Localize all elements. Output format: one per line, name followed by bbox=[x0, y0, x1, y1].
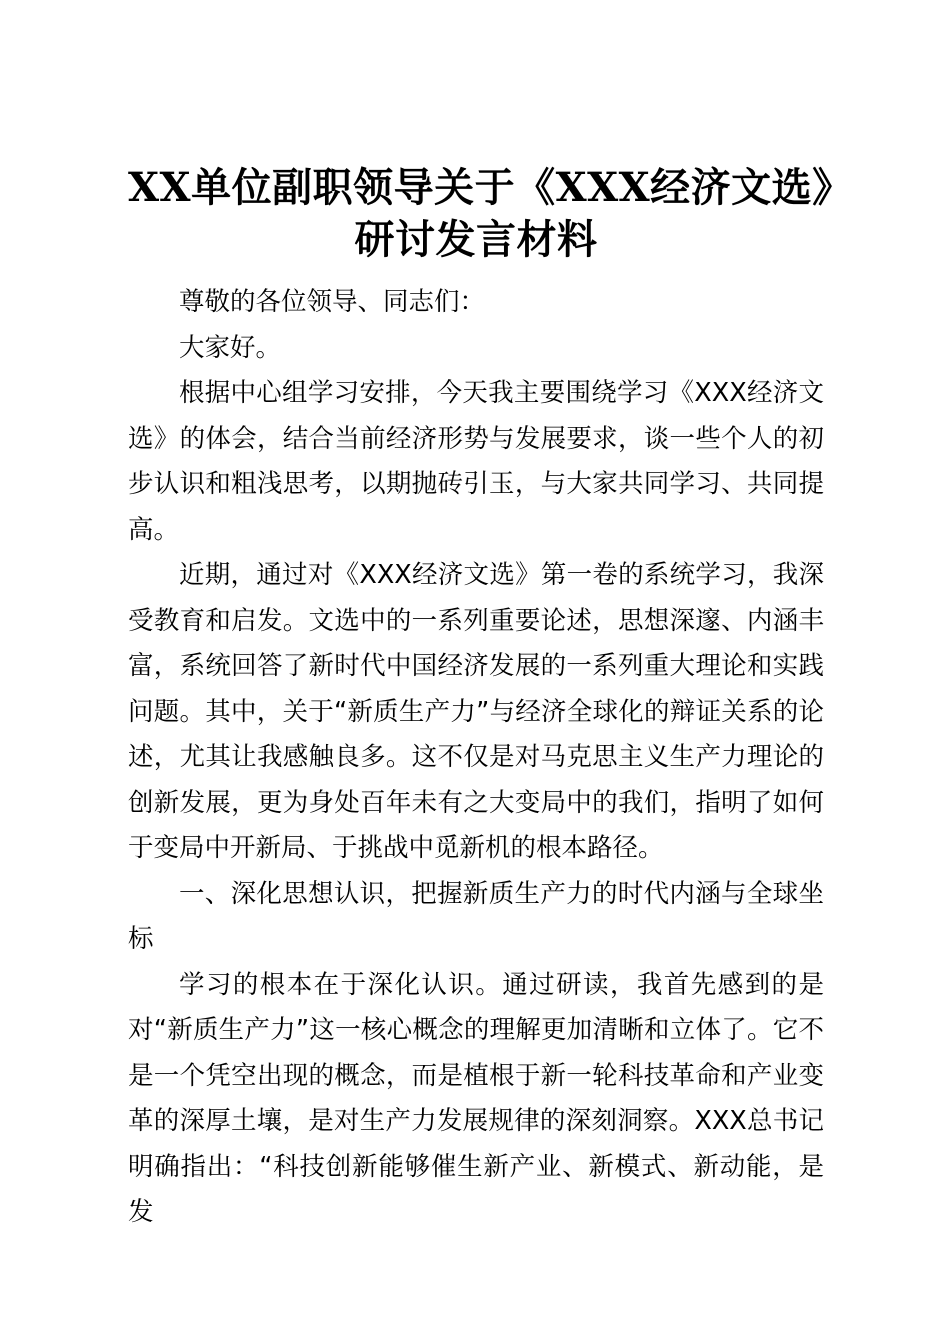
document-body bbox=[128, 280, 824, 1236]
document-page bbox=[128, 162, 853, 1236]
document-title bbox=[128, 162, 853, 266]
paragraph-study: 近期，通过对《XXX经济文选》第一卷的系统学习，我深受教育和启发。文选中的一系列重要论述，思想深邃、内涵丰富，系统回答了新时代中国经济发展的一系列重大理论和实践问题。其中，关于“新质生产力”与经济全球化的辩证关系的论述，尤其让我感触良多。这不仅是对马克思主义生产力理论的创新发展，更为身处百年未有之大变局中的我们，指明了如何于变局中开新局、于挑战中觅新机的根本路径。 bbox=[128, 560, 824, 863]
title-line-2: 研讨发言材料 bbox=[354, 216, 598, 263]
paragraph-intro: 根据中心组学习安排，今天我主要围绕学习《XXX经济文选》的体会，结合当前经济形势与发展要求，谈一些个人的初步认识和粗浅思考，以期抛砖引玉，与大家共同学习、共同提高。 bbox=[128, 378, 824, 545]
salutation: 尊敬的各位领导、同志们： bbox=[179, 287, 486, 317]
section-paragraph: 学习的根本在于深化认识。通过研读，我首先感到的是对“新质生产力”这一核心概念的理解更加清晰和立体了。它不是一个凭空出现的概念，而是植根于新一轮科技革命和产业变革的深厚土壤，是对生产力发展规律的深刻洞察。XXX总书记明确指出：“科技创新能够催生新产业、新模式、新动能，是发 bbox=[128, 969, 824, 1227]
section-heading: 一、深化思想认识，把握新质生产力的时代内涵与全球坐标 bbox=[128, 878, 824, 954]
title-line-1: XX单位副职领导关于《XXX经济文选》 bbox=[128, 164, 853, 211]
greeting: 大家好。 bbox=[179, 332, 282, 363]
